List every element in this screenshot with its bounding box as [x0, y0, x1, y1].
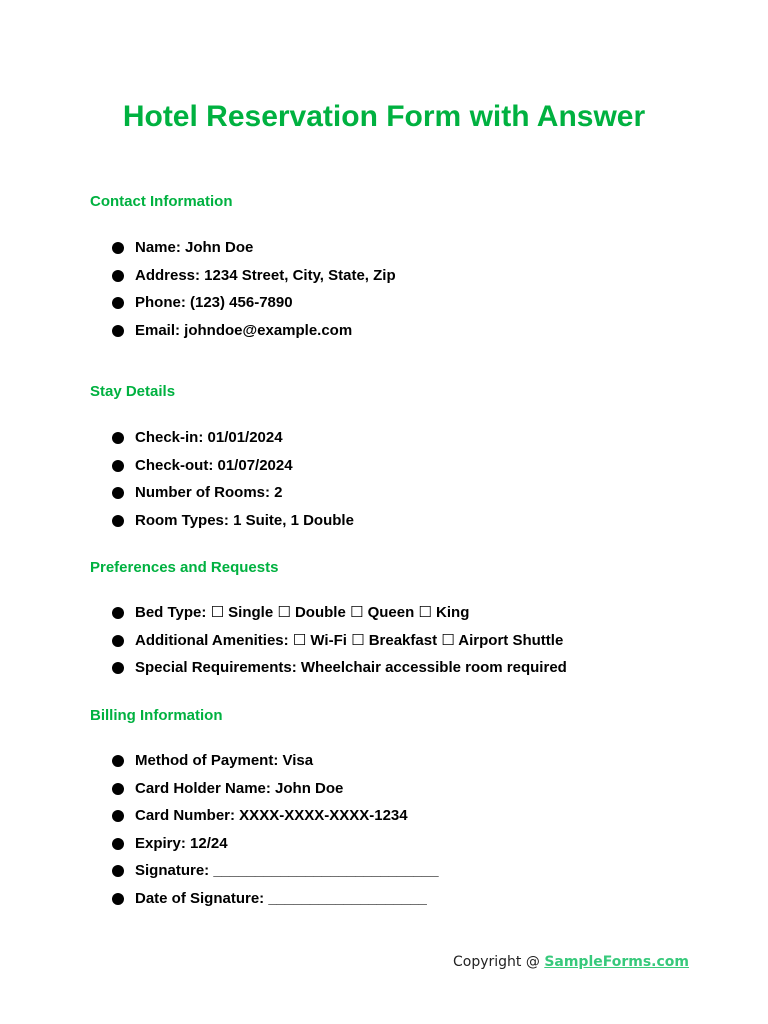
list-item: Address: 1234 Street, City, State, Zip [112, 267, 396, 295]
stay-list [112, 429, 354, 539]
list-item: Card Number: XXXX-XXXX-XXXX-1234 [112, 807, 439, 835]
copyright-text: Copyright @ [453, 954, 545, 970]
bullet-icon [112, 432, 124, 444]
list-item: Expiry: 12/24 [112, 835, 439, 863]
bullet-icon [112, 325, 124, 337]
list-item: Special Requirements: Wheelchair accessible room required [112, 659, 567, 687]
bullet-icon [112, 755, 124, 767]
bullet-icon [112, 460, 124, 472]
billing-list [112, 752, 439, 917]
list-item: Date of Signature: ___________________ [112, 890, 439, 918]
list-item: Name: John Doe [112, 239, 396, 267]
bullet-icon [112, 487, 124, 499]
bullet-icon [112, 783, 124, 795]
list-item: Signature: ___________________________ [112, 862, 439, 890]
contact-list [112, 239, 396, 349]
bullet-icon [112, 893, 124, 905]
bullet-icon [112, 607, 124, 619]
bullet-icon [112, 838, 124, 850]
list-item: Room Types: 1 Suite, 1 Double [112, 512, 354, 540]
section-heading-preferences: Preferences and Requests [90, 559, 279, 576]
bullet-icon [112, 297, 124, 309]
list-item: Bed Type: ☐ Single ☐ Double ☐ Queen ☐ King [112, 604, 567, 632]
list-item: Additional Amenities: ☐ Wi-Fi ☐ Breakfast ☐ Airport Shuttle [112, 632, 567, 660]
bullet-icon [112, 515, 124, 527]
section-heading-contact: Contact Information [90, 193, 233, 210]
list-item: Phone: (123) 456-7890 [112, 294, 396, 322]
list-item: Method of Payment: Visa [112, 752, 439, 780]
section-heading-billing: Billing Information [90, 707, 223, 724]
preferences-list [112, 604, 567, 687]
page-title: Hotel Reservation Form with Answer [122, 100, 646, 133]
bullet-icon [112, 810, 124, 822]
bullet-icon [112, 865, 124, 877]
list-item: Check-in: 01/01/2024 [112, 429, 354, 457]
bullet-icon [112, 635, 124, 647]
sampleforms-link[interactable]: SampleForms.com [544, 954, 690, 970]
list-item: Email: johndoe@example.com [112, 322, 396, 350]
bullet-icon [112, 662, 124, 674]
section-heading-stay: Stay Details [90, 383, 176, 400]
list-item: Check-out: 01/07/2024 [112, 457, 354, 485]
copyright-footer [453, 953, 689, 971]
bullet-icon [112, 242, 124, 254]
list-item: Card Holder Name: John Doe [112, 780, 439, 808]
list-item: Number of Rooms: 2 [112, 484, 354, 512]
bullet-icon [112, 270, 124, 282]
